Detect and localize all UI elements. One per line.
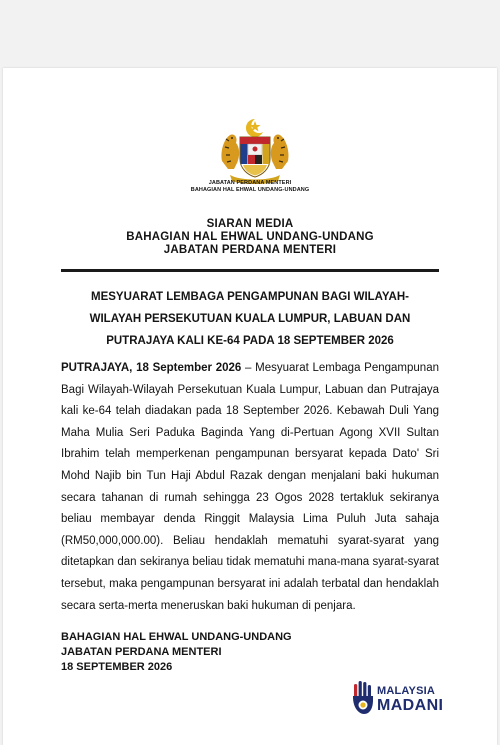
divider-rule bbox=[61, 269, 439, 272]
release-body bbox=[61, 358, 439, 617]
release-title-line-2: WILAYAH PERSEKUTUAN KUALA LUMPUR, LABUAN DAN bbox=[89, 313, 411, 325]
signature-department: JABATAN PERDANA MENTERI bbox=[61, 646, 222, 658]
signature-division: BAHAGIAN HAL EHWAL UNDANG-UNDANG bbox=[61, 631, 292, 643]
press-release-page bbox=[3, 68, 497, 745]
logo-word-malaysia: MALAYSIA bbox=[377, 685, 436, 697]
letterhead-department: JABATAN PERDANA MENTERI bbox=[208, 180, 292, 186]
malaysia-madani-logo bbox=[351, 680, 451, 720]
release-title-line-1: MESYUARAT LEMBAGA PENGAMPUNAN BAGI WILAYAH- bbox=[91, 291, 409, 303]
coat-of-arms-icon bbox=[218, 117, 292, 187]
letterhead-division: BAHAGIAN HAL EHWAL UNDANG-UNDANG bbox=[190, 187, 310, 193]
heading-department: JABATAN PERDANA MENTERI bbox=[163, 244, 337, 256]
body-paragraph bbox=[61, 358, 439, 617]
heading-division: BAHAGIAN HAL EHWAL UNDANG-UNDANG bbox=[126, 231, 374, 243]
release-title-line-3: PUTRAJAYA KALI KE-64 PADA 18 SEPTEMBER 2026 bbox=[106, 335, 394, 347]
signature-date: 18 SEPTEMBER 2026 bbox=[61, 661, 173, 673]
malaysia-madani-hand-icon bbox=[351, 680, 375, 718]
heading-media-release: SIARAN MEDIA bbox=[206, 218, 294, 230]
dateline: PUTRAJAYA, 18 September 2026 bbox=[61, 362, 242, 374]
logo-word-madani: MADANI bbox=[377, 697, 444, 714]
body-text: – Mesyuarat Lembaga Pengampunan Bagi Wilayah-Wilayah Persekutuan Kuala Lumpur, Labuan dan Putrajaya kali ke-64 telah diadakan pada 18 September 2026. Kebawah Duli Yang Maha Mulia Seri Paduka Baginda Yang di-Pertuan Agong XVII Sultan Ibrahim telah memperkenan pengampunan bersyarat kepada Dato' Sri Mohd Najib bin Tun Haji Abdul Razak dengan menjalani baki hukuman secara tahanan di rumah sehingga 23 Ogos 2028 tertakluk sekiranya beliau membayar denda Ringgit Malaysia Lima Puluh Juta sahaja (RM50,000,000.00). Beliau hendaklah mematuhi syarat-syarat yang ditetapkan dan sekiranya beliau tidak mematuhi mana-mana syarat-syarat tersebut, maka pengampunan bersyarat ini adalah terbatal dan hendaklah secara serta-merta meneruskan baki hukuman di penjara. bbox=[61, 362, 439, 612]
